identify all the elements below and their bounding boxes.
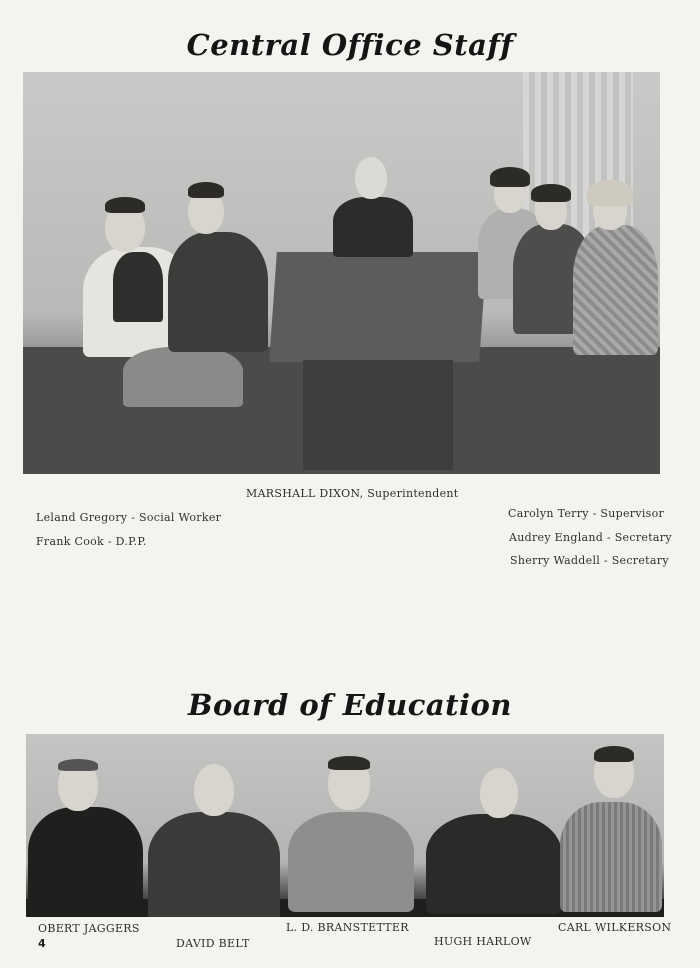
right-caption-3: Sherry Waddell - Secretary — [510, 554, 669, 567]
page-number: 4 — [38, 937, 46, 950]
left-caption-1: Leland Gregory - Social Worker — [36, 511, 222, 524]
board-photo — [26, 734, 664, 917]
conference-table — [269, 252, 487, 362]
board-title: Board of Education — [188, 688, 512, 722]
central-office-title: Central Office Staff — [186, 28, 514, 62]
right-caption-2: Audrey England - Secretary — [509, 531, 672, 544]
central-office-photo — [23, 72, 660, 474]
left-caption-2: Frank Cook - D.P.P. — [36, 535, 147, 548]
board-caption-1: OBERT JAGGERS — [38, 922, 140, 935]
right-caption-1: Carolyn Terry - Supervisor — [508, 507, 665, 520]
table-base — [303, 360, 453, 470]
board-caption-2: DAVID BELT — [176, 937, 250, 950]
board-caption-3: L. D. BRANSTETTER — [286, 921, 409, 934]
superintendent-caption: MARSHALL DIXON, Superintendent — [246, 487, 459, 500]
board-caption-4: HUGH HARLOW — [434, 935, 532, 948]
board-caption-5: CARL WILKERSON — [558, 921, 672, 934]
